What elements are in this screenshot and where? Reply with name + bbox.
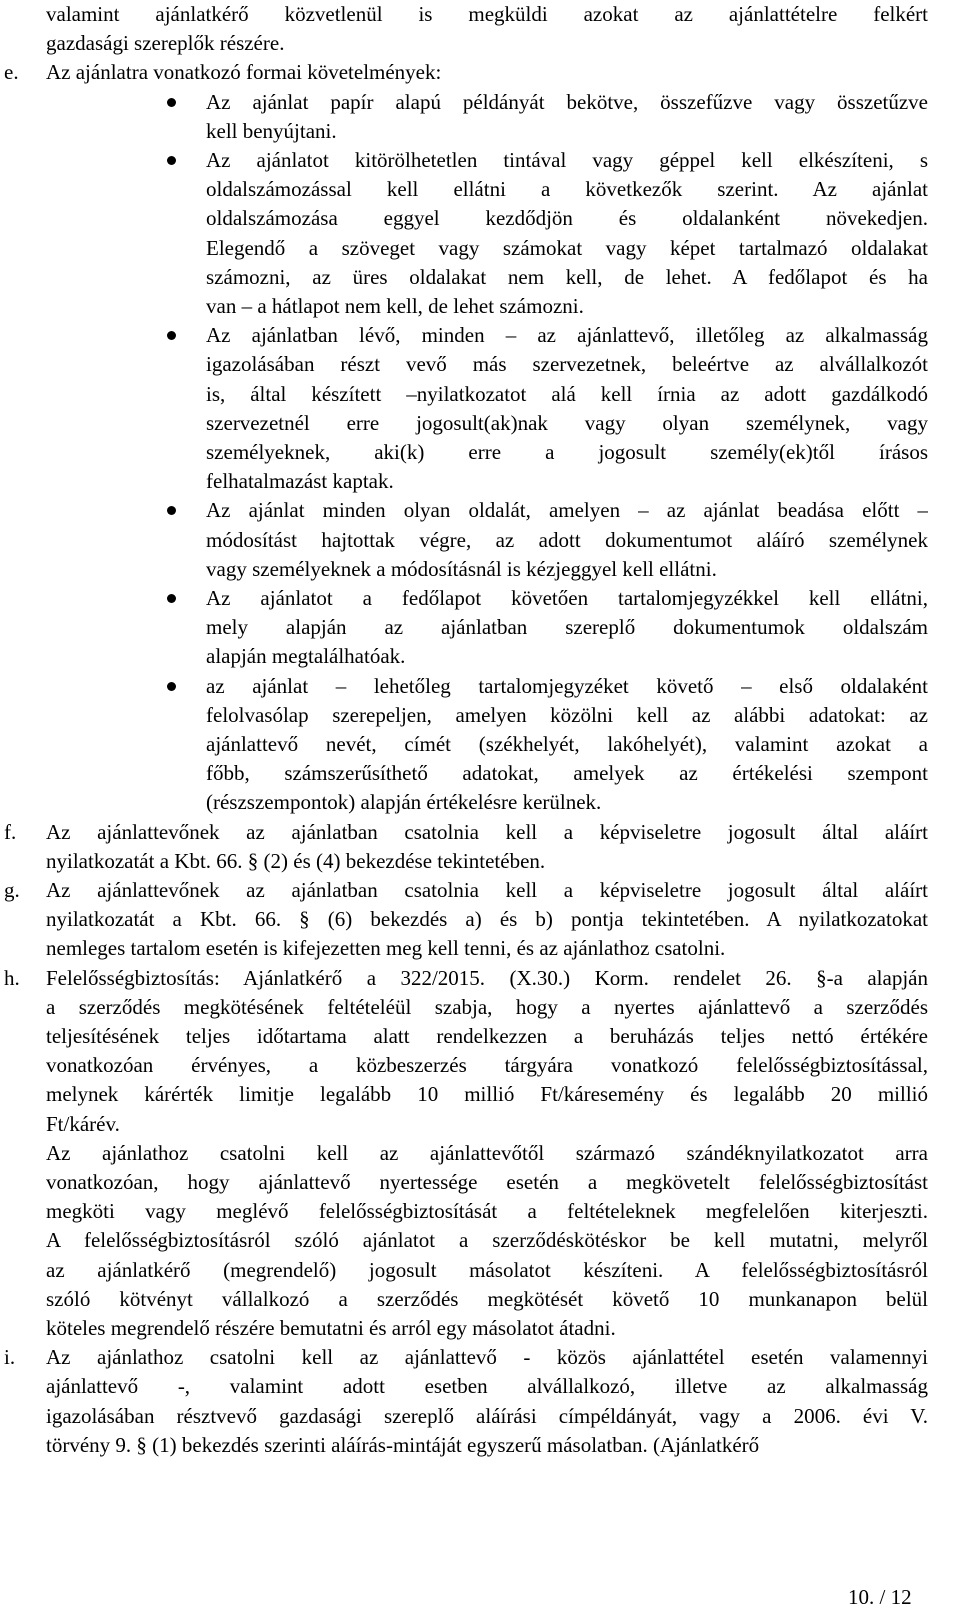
- item-label: h.: [4, 965, 20, 990]
- text-line: Az ajánlattevőnek az ajánlatban csatolnia kell a képviseletre jogosult által aláírt: [46, 878, 928, 902]
- text-line: ajánlattevő nevét, címét (székhelyét, lakóhelyét), valamint azokat a: [206, 732, 928, 756]
- text-line: van – a hátlapot nem kell, de lehet számozni.: [206, 294, 584, 318]
- text-line: vagy személyeknek a módosításnál is kézjeggyel kell ellátni.: [206, 556, 717, 581]
- text-line: Az ajánlathoz csatolni kell az ajánlattevőtől származó szándéknyilatkozatot arra: [46, 1140, 928, 1165]
- text-line: gazdasági szereplők részére.: [46, 31, 285, 56]
- bullet-icon: [167, 594, 176, 603]
- text-line: Az ajánlattevőnek az ajánlatban csatolnia kell a képviseletre jogosult által aláírt: [46, 819, 928, 844]
- text-line: módosítást hajtottak végre, az adott dokumentumot aláíró személynek: [206, 527, 928, 552]
- text-line: nyilatkozatát a Kbt. 66. § (2) és (4) bekezdése tekintetében.: [46, 848, 546, 873]
- text-line: Felelősségbiztosítás: Ajánlatkérő a 322/2015. (X.30.) Korm. rendelet 26. §-a alapján: [46, 965, 928, 990]
- text-line: személyeknek, aki(k) erre a jogosult személy(ek)től írásos: [206, 440, 928, 464]
- text-line: Elegendő a szöveget vagy számokat vagy képet tartalmazó oldalakat: [206, 235, 928, 260]
- text-line: szóló kötvényt vállalkozó a szerződés megkötését követő 10 munkanapon belül: [46, 1286, 928, 1311]
- text-line: mely alapján az ajánlatban szereplő dokumentumok oldalszám: [206, 615, 928, 640]
- text-line: oldalszámozással kell ellátni a következők szerint. Az ajánlat: [206, 177, 928, 202]
- text-line: vonatkozóan érvényes, a közbeszerzés tárgyára vonatkozó felelősségbiztosítással,: [46, 1053, 928, 1078]
- text-line: nyilatkozatát a Kbt. 66. § (6) bekezdés a) és b) pontja tekintetében. A nyilatkozatokat: [46, 907, 928, 932]
- text-line: főbb, számszerűsíthető adatokat, amelyek az értékelési szempont: [206, 761, 928, 786]
- text-line: Az ajánlatot kitörölhetetlen tintával vagy géppel kell elkészíteni, s: [206, 148, 928, 172]
- text-line: valamint ajánlatkérő közvetlenül is megküldi azokat az ajánlattételre felkért: [46, 2, 928, 26]
- text-line: Az ajánlat minden olyan oldalát, amelyen – az ajánlat beadása előtt –: [206, 498, 928, 523]
- text-line: igazolásában résztvevő gazdasági szereplő aláírási címpéldányát, vagy a 2006. évi V.: [46, 1403, 928, 1428]
- text-line: oldalszámozása eggyel kezdődjön és oldalanként növekedjen.: [206, 206, 928, 231]
- text-line: megköti vagy meglévő felelősségbiztosítását a feltételeknek megfelelően kiterjeszti.: [46, 1199, 928, 1224]
- text-line: kell benyújtani.: [206, 118, 337, 143]
- text-line: nemleges tartalom esetén is kifejezetten meg kell tenni, és az ajánlathoz csatolni.: [46, 936, 726, 961]
- text-line: a szerződés megkötésének feltételéül szabja, hogy a nyertes ajánlattevő a szerződés: [46, 994, 928, 1019]
- page-number: 10. / 12: [848, 1585, 912, 1609]
- item-label: e.: [4, 60, 19, 85]
- text-line: melynek kárérték limitje legalább 10 millió Ft/káresemény és legalább 20 millió: [46, 1082, 928, 1107]
- text-line: törvény 9. § (1) bekezdés szerinti aláírás-mintáját egyszerű másolatban. (Ajánlatkérő: [46, 1432, 760, 1457]
- bullet-icon: [167, 98, 176, 107]
- bullet-icon: [167, 682, 176, 691]
- text-line: az ajánlat – lehetőleg tartalomjegyzéket követő – első oldalaként: [206, 673, 928, 698]
- text-line: Ft/kárév.: [46, 1111, 120, 1136]
- text-line: számozni, az üres oldalakat nem kell, de lehet. A fedőlapot és ha: [206, 264, 928, 289]
- text-line: köteles megrendelő részére bemutatni és arról egy másolatot átadni.: [46, 1316, 616, 1340]
- text-line: szervezetnél erre jogosult(ak)nak vagy olyan személynek, vagy: [206, 410, 928, 435]
- text-line: felhatalmazást kaptak.: [206, 469, 394, 494]
- text-line: az ajánlatkérő (megrendelő) jogosult másolatot készíteni. A felelősségbiztosításról: [46, 1257, 928, 1282]
- text-line: igazolásában részt vevő más szervezetnek, beleértve az alvállalkozót: [206, 352, 928, 377]
- text-line: Az ajánlatot a fedőlapot követően tartalomjegyzékkel kell ellátni,: [206, 586, 928, 610]
- text-line: Az ajánlathoz csatolni kell az ajánlattevő - közös ajánlattétel esetén valamennyi: [46, 1345, 928, 1370]
- text-line: A felelősségbiztosításról szóló ajánlatot a szerződéskötéskor be kell mutatni, melyről: [46, 1228, 928, 1253]
- text-line: Az ajánlatra vonatkozó formai követelmények:: [46, 60, 442, 85]
- text-line: ajánlattevő -, valamint adott esetben alvállalkozó, illetve az alkalmasság: [46, 1374, 928, 1399]
- text-line: Az ajánlat papír alapú példányát bekötve, összefűzve vagy összetűzve: [206, 89, 928, 114]
- text-line: is, által készített –nyilatkozatot alá kell írnia az adott gazdálkodó: [206, 381, 928, 406]
- bullet-icon: [167, 506, 176, 515]
- text-line: teljesítésének teljes időtartama alatt rendelkezzen a beruházás teljes nettó értékére: [46, 1024, 928, 1048]
- text-line: Az ajánlatban lévő, minden – az ajánlattevő, illetőleg az alkalmasság: [206, 323, 928, 348]
- text-line: (részszempontok) alapján értékelésre kerülnek.: [206, 790, 602, 815]
- item-label: i.: [4, 1345, 16, 1370]
- text-line: felolvasólap szerepeljen, amelyen közölni kell az alábbi adatokat: az: [206, 702, 928, 727]
- text-line: alapján megtalálhatóak.: [206, 644, 406, 669]
- bullet-icon: [167, 156, 176, 165]
- item-label: g.: [4, 878, 20, 902]
- text-line: vonatkozóan, hogy ajánlattevő nyertessége esetén a megkövetelt felelősségbiztosítást: [46, 1170, 928, 1194]
- item-label: f.: [4, 819, 17, 844]
- bullet-icon: [167, 331, 176, 340]
